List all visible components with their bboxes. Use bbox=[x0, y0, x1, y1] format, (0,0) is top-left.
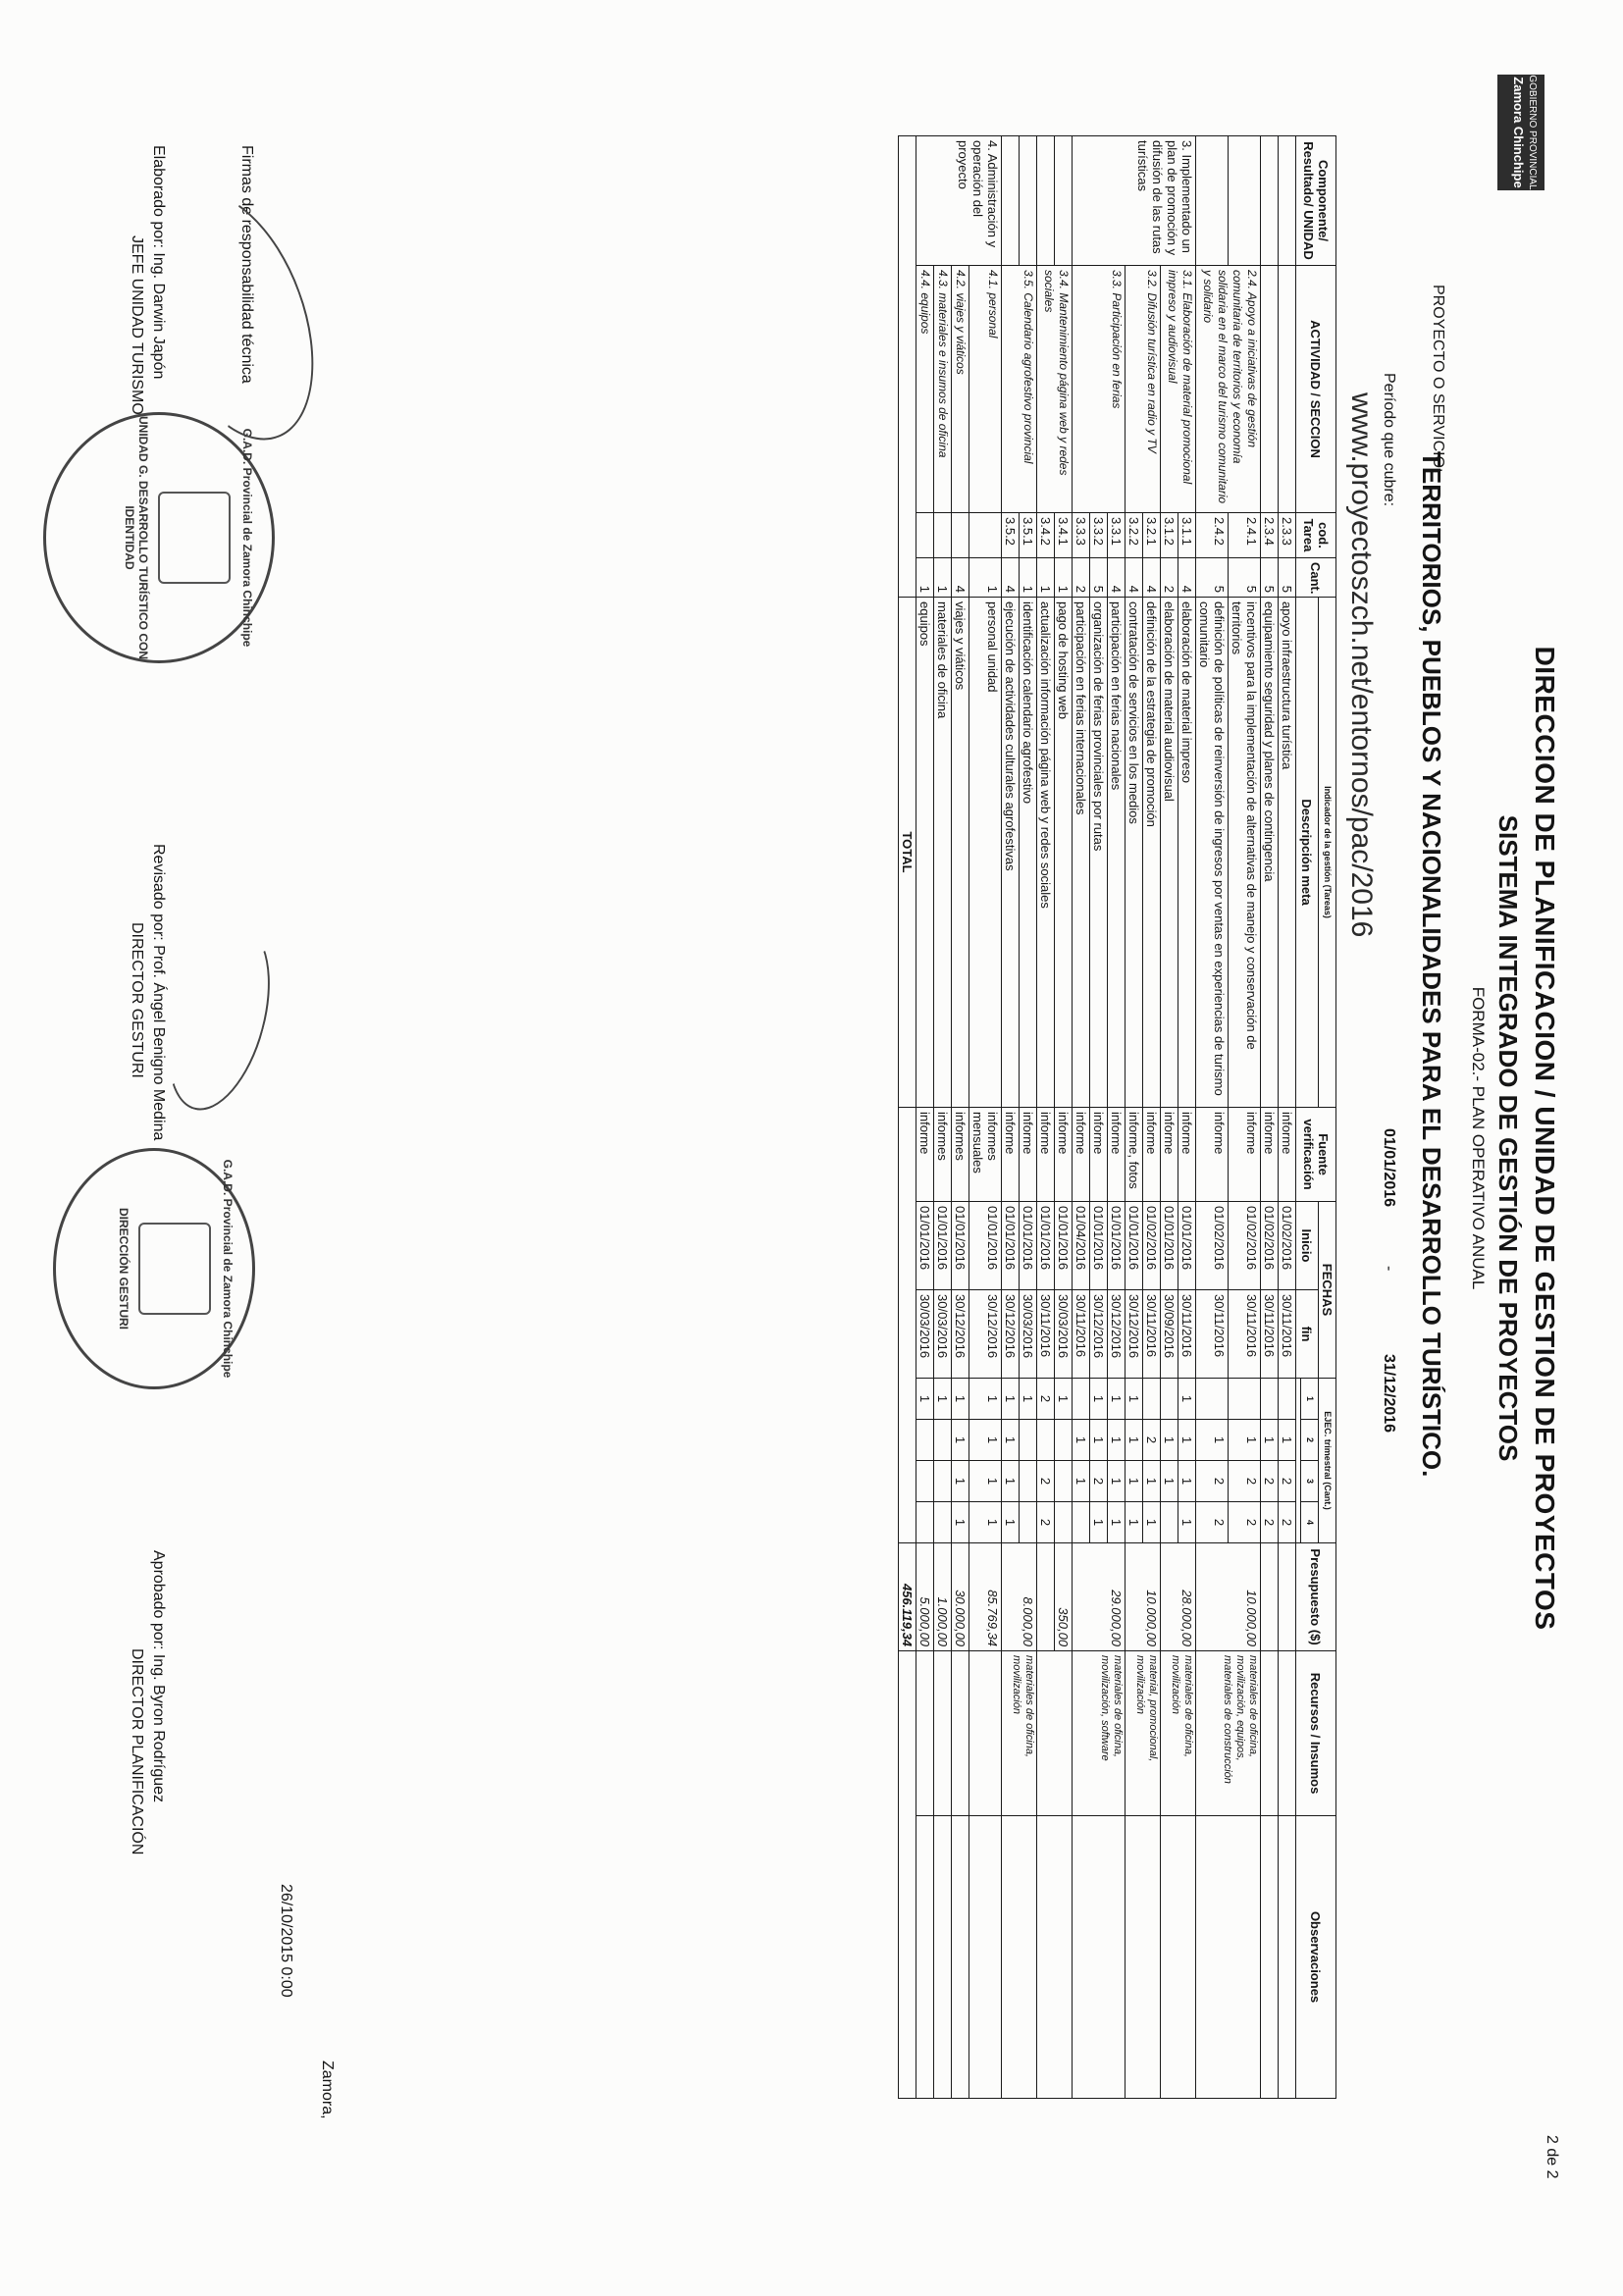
cell-fuente: informe, fotos bbox=[1126, 1108, 1143, 1202]
total-row bbox=[899, 136, 916, 2099]
cell-recursos: materiales de oficina, movilización bbox=[1002, 1651, 1037, 1816]
cell-actividad: 3.2. Difusión turística en radio y TV bbox=[1126, 266, 1161, 513]
cell-presupuesto: 10.000,00 bbox=[1196, 1543, 1261, 1651]
cell-q2 bbox=[1037, 1420, 1055, 1461]
header-form-name: FORMA-02.- PLAN OPERATIVO ANUAL bbox=[1469, 986, 1488, 1290]
stamp-emblem-icon bbox=[138, 1223, 211, 1315]
cell-desc: ejecución de actividades culturales agrofestivas bbox=[1002, 598, 1020, 1108]
rotated-sheet bbox=[39, 39, 1570, 2237]
col-header-q4: 4 bbox=[1301, 1502, 1319, 1543]
cell-cod: 3.4.2 bbox=[1037, 513, 1055, 558]
cell-q4 bbox=[1055, 1502, 1073, 1543]
cell-presupuesto: 1.000,00 bbox=[934, 1543, 952, 1651]
cell-q1: 1 bbox=[1126, 1379, 1143, 1420]
cell-recursos: materiales de oficina, movilización bbox=[1161, 1651, 1196, 1816]
cell-q3: 2 bbox=[1229, 1461, 1261, 1502]
cell-fin: 30/11/2016 bbox=[1196, 1290, 1229, 1379]
cell-q4: 2 bbox=[1196, 1502, 1229, 1543]
cell-cant: 1 bbox=[1055, 558, 1073, 598]
cell-desc: equipos bbox=[916, 598, 934, 1108]
cell-inicio: 01/01/2016 bbox=[916, 1202, 934, 1290]
cell-cod: 3.5.1 bbox=[1020, 513, 1037, 558]
cell-desc: viajes y viáticos bbox=[952, 598, 969, 1108]
cell-actividad: 4.4. equipos bbox=[916, 266, 934, 513]
cell-q3: 1 bbox=[952, 1461, 969, 1502]
col-header-fin: fin bbox=[1296, 1290, 1319, 1379]
cell-fin: 30/03/2016 bbox=[934, 1290, 952, 1379]
cell-fin: 30/12/2016 bbox=[1108, 1290, 1126, 1379]
cell-cod: 3.2.2 bbox=[1126, 513, 1143, 558]
cell-q1 bbox=[1196, 1379, 1229, 1420]
cell-cant: 4 bbox=[1178, 558, 1196, 598]
cell-q4: 2 bbox=[1037, 1502, 1055, 1543]
cell-cant: 2 bbox=[1073, 558, 1090, 598]
cell-fin: 30/03/2016 bbox=[1020, 1290, 1037, 1379]
cell-actividad: 4.1. personal bbox=[969, 266, 1002, 513]
logo-text-top: GOBIERNO PROVINCIAL bbox=[1527, 75, 1538, 190]
cell-cod: 3.3.3 bbox=[1073, 513, 1090, 558]
cell-fin: 30/03/2016 bbox=[1055, 1290, 1073, 1379]
cell-cod: 3.3.2 bbox=[1090, 513, 1108, 558]
cell-cant: 5 bbox=[1229, 558, 1261, 598]
cell-fin: 30/12/2016 bbox=[952, 1290, 969, 1379]
project-label: PROYECTO O SERVICIO: bbox=[1430, 285, 1446, 473]
stamp-unidad-desarrollo bbox=[43, 412, 275, 663]
cell-q3 bbox=[1055, 1461, 1073, 1502]
cell-q2: 1 bbox=[1090, 1420, 1108, 1461]
cell-cod: 3.3.1 bbox=[1108, 513, 1126, 558]
cell-q4: 2 bbox=[1229, 1502, 1261, 1543]
cell-inicio: 01/01/2016 bbox=[1055, 1202, 1073, 1290]
table-row bbox=[952, 136, 969, 2099]
cell-recursos: materiales de oficina, movilización, equipos, materiales de construcción bbox=[1196, 1651, 1261, 1816]
cell-componente: 3. Implementado un plan de promoción y difusión de las rutas turísticas bbox=[1073, 136, 1196, 266]
cell-cant: 5 bbox=[1090, 558, 1108, 598]
cell-cant: 4 bbox=[952, 558, 969, 598]
col-header-ejec: EJEC. trimestral (Cant.) bbox=[1319, 1379, 1336, 1543]
cell-cant: 4 bbox=[1002, 558, 1020, 598]
col-header-observaciones: Observaciones bbox=[1296, 1816, 1336, 2099]
cell-q2: 1 bbox=[1261, 1420, 1279, 1461]
cell-q3 bbox=[934, 1461, 952, 1502]
col-header-recursos: Recursos / Insumos bbox=[1296, 1651, 1336, 1816]
cell-q2: 1 bbox=[1126, 1420, 1143, 1461]
cell-cant: 4 bbox=[1143, 558, 1161, 598]
cell-inicio: 01/02/2016 bbox=[1143, 1202, 1161, 1290]
cell-q3: 1 bbox=[1161, 1461, 1178, 1502]
cell-q1: 1 bbox=[969, 1379, 1002, 1420]
cell-inicio: 01/02/2016 bbox=[1279, 1202, 1296, 1290]
stamp-text: G.A.D. Provincial de Zamora Chinchipe bbox=[240, 428, 254, 648]
col-header-cod: cod. Tarea bbox=[1296, 513, 1336, 558]
stamp-direccion-gesturi bbox=[53, 1148, 255, 1389]
table-row bbox=[969, 136, 1002, 2099]
cell-fuente: informe bbox=[1090, 1108, 1108, 1202]
cell-q1: 1 bbox=[1090, 1379, 1108, 1420]
cell-desc: materiales de oficina bbox=[934, 598, 952, 1108]
table-row bbox=[1229, 136, 1261, 2099]
cell-q1 bbox=[1279, 1379, 1296, 1420]
cell-q2: 1 bbox=[1178, 1420, 1196, 1461]
cell-q3: 1 bbox=[969, 1461, 1002, 1502]
cell-q1 bbox=[1161, 1379, 1178, 1420]
cell-actividad: 3.4. Mantenimiento página web y redes sociales bbox=[1037, 266, 1073, 513]
table-row bbox=[1143, 136, 1161, 2099]
cell-inicio: 01/01/2016 bbox=[1161, 1202, 1178, 1290]
cell-desc: identificación calendario agrofestivo bbox=[1020, 598, 1037, 1108]
cell-inicio: 01/01/2016 bbox=[952, 1202, 969, 1290]
cell-recursos: material, promocional, movilización bbox=[1126, 1651, 1161, 1816]
col-header-actividad: ACTIVIDAD / SECCION bbox=[1296, 266, 1336, 513]
cell-fin: 30/11/2016 bbox=[1178, 1290, 1196, 1379]
cell-q4: 1 bbox=[952, 1502, 969, 1543]
elaborado-line2: JEFE UNIDAD TURISMO bbox=[129, 235, 145, 415]
cell-desc: elaboración de material impreso bbox=[1178, 598, 1196, 1108]
cell-q4: 1 bbox=[1090, 1502, 1108, 1543]
table-row bbox=[1279, 136, 1296, 2099]
cell-fin: 30/12/2016 bbox=[1126, 1290, 1143, 1379]
table-row bbox=[1178, 136, 1196, 2099]
cell-inicio: 01/02/2016 bbox=[1229, 1202, 1261, 1290]
elaborado-line1: Elaborado por: Ing. Darwin Japón bbox=[150, 145, 167, 380]
cell-q2: 1 bbox=[969, 1420, 1002, 1461]
col-header-inicio: Inicio bbox=[1296, 1202, 1319, 1290]
cell-desc: pago de hosting web bbox=[1055, 598, 1073, 1108]
cell-inicio: 01/04/2016 bbox=[1073, 1202, 1090, 1290]
cell-q2: 1 bbox=[1196, 1420, 1229, 1461]
cell-fin: 30/11/2016 bbox=[1037, 1290, 1055, 1379]
cell-recursos: materiales de oficina, movilización, software bbox=[1073, 1651, 1126, 1816]
cell-q1: 1 bbox=[1020, 1379, 1037, 1420]
project-name: TERRITORIOS, PUEBLOS Y NACIONALIDADES PARA EL DESARROLLO TURÍSTICO. bbox=[1417, 451, 1446, 1478]
cell-q4 bbox=[916, 1502, 934, 1543]
cell-desc: definición de la estrategia de promoción bbox=[1143, 598, 1161, 1108]
cell-q2: 1 bbox=[1161, 1420, 1178, 1461]
cell-q1: 1 bbox=[1002, 1379, 1020, 1420]
cell-q1: 1 bbox=[1178, 1379, 1196, 1420]
cell-q4: 1 bbox=[969, 1502, 1002, 1543]
place-label: Zamora, bbox=[319, 2061, 336, 2119]
period-end: 31/12/2016 bbox=[1381, 1354, 1397, 1434]
cell-cod: 2.3.4 bbox=[1261, 513, 1279, 558]
cell-q2: 1 bbox=[1002, 1420, 1020, 1461]
cell-fin: 30/11/2016 bbox=[1279, 1290, 1296, 1379]
total-value: 456.119,34 bbox=[899, 1543, 916, 1651]
cell-q2 bbox=[916, 1420, 934, 1461]
header-title-system: SISTEMA INTEGRADO DE GESTIÓN DE PROYECTOS bbox=[1493, 814, 1523, 1462]
cell-q3: 2 bbox=[1037, 1461, 1055, 1502]
table-row bbox=[1055, 136, 1073, 2099]
cell-cant: 5 bbox=[1279, 558, 1296, 598]
cell-q3: 2 bbox=[1196, 1461, 1229, 1502]
cell-fin: 30/12/2016 bbox=[1090, 1290, 1108, 1379]
cell-desc: apoyo infraestructura turística bbox=[1279, 598, 1296, 1108]
cell-actividad: 2.4. Apoyo a iniciativas de gestión comunitaria de territorios y economía solidaria en el marco del turismo comunitario y solidario bbox=[1196, 266, 1261, 513]
cell-q1 bbox=[1073, 1379, 1090, 1420]
cell-cod: 3.1.1 bbox=[1178, 513, 1196, 558]
cell-q1 bbox=[1229, 1379, 1261, 1420]
logo-text-main: Zamora Chinchipe bbox=[1511, 77, 1526, 188]
cell-actividad: 3.3. Participación en ferias bbox=[1073, 266, 1126, 513]
cell-q3: 1 bbox=[1178, 1461, 1196, 1502]
signature-revisado bbox=[149, 913, 288, 1122]
cell-q4: 1 bbox=[1143, 1502, 1161, 1543]
cell-cod: 3.4.1 bbox=[1055, 513, 1073, 558]
cell-actividad: 4.3. materiales e insumos de oficina bbox=[934, 266, 952, 513]
cell-fin: 30/11/2016 bbox=[1229, 1290, 1261, 1379]
header-title-main: DIRECCION DE PLANIFICACION / UNIDAD DE GESTION DE PROYECTOS bbox=[1530, 646, 1560, 1631]
cell-cod bbox=[916, 513, 934, 558]
cell-fuente: informe bbox=[916, 1108, 934, 1202]
cell-fin: 30/12/2016 bbox=[1002, 1290, 1020, 1379]
cell-q2 bbox=[934, 1420, 952, 1461]
cell-presupuesto: 29.000,00 bbox=[1073, 1543, 1126, 1651]
cell-cant: 2 bbox=[1161, 558, 1178, 598]
cell-presupuesto: 5.000,00 bbox=[916, 1543, 934, 1651]
cell-inicio: 01/01/2016 bbox=[1002, 1202, 1020, 1290]
cell-fuente: informe bbox=[1261, 1108, 1279, 1202]
table-row bbox=[1108, 136, 1126, 2099]
cell-inicio: 01/01/2016 bbox=[1126, 1202, 1143, 1290]
document-url: www.proyectoszch.net/entornos/pac/2016 bbox=[1345, 392, 1378, 938]
cell-q1: 1 bbox=[1108, 1379, 1126, 1420]
cell-inicio: 01/01/2016 bbox=[934, 1202, 952, 1290]
cell-q3: 1 bbox=[1002, 1461, 1020, 1502]
cell-q1: 1 bbox=[916, 1379, 934, 1420]
cell-desc: participación en ferias internacionales bbox=[1073, 598, 1090, 1108]
cell-cant: 1 bbox=[969, 558, 1002, 598]
cell-cod bbox=[952, 513, 969, 558]
col-header-fuente: Fuente verificación bbox=[1296, 1108, 1336, 1202]
cell-cant: 1 bbox=[916, 558, 934, 598]
cell-cod: 3.5.2 bbox=[1002, 513, 1020, 558]
cell-inicio: 01/01/2016 bbox=[1020, 1202, 1037, 1290]
cell-q4: 1 bbox=[1178, 1502, 1196, 1543]
cell-actividad: 3.1. Elaboración de material promocional impreso y audiovisual bbox=[1161, 266, 1196, 513]
cell-q2: 1 bbox=[1229, 1420, 1261, 1461]
cell-q1: 1 bbox=[952, 1379, 969, 1420]
cell-presupuesto: 350,00 bbox=[1055, 1543, 1073, 1651]
cell-q1: 1 bbox=[934, 1379, 952, 1420]
page-number: 2 de 2 bbox=[1544, 2135, 1560, 2179]
cell-desc: elaboración de material audiovisual bbox=[1161, 598, 1178, 1108]
cell-fin: 30/09/2016 bbox=[1161, 1290, 1178, 1379]
col-header-presupuesto: Presupuesto ($) bbox=[1296, 1543, 1336, 1651]
cell-inicio: 01/01/2016 bbox=[1037, 1202, 1055, 1290]
cell-desc: participación en ferias nacionales bbox=[1108, 598, 1126, 1108]
aprobado-line1: Aprobado por: Ing. Byron Rodríguez bbox=[150, 1550, 167, 1803]
cell-q1: 2 bbox=[1037, 1379, 1055, 1420]
cell-presupuesto: 28.000,00 bbox=[1161, 1543, 1196, 1651]
cell-fuente: informe bbox=[1196, 1108, 1229, 1202]
cell-q4 bbox=[934, 1502, 952, 1543]
cell-q3 bbox=[1020, 1461, 1037, 1502]
total-label: TOTAL bbox=[899, 598, 916, 1108]
cell-fuente: informes bbox=[952, 1108, 969, 1202]
cell-presupuesto: 10.000,00 bbox=[1126, 1543, 1161, 1651]
col-header-q2: 2 bbox=[1301, 1420, 1319, 1461]
date-label: 26/10/2015 0:00 bbox=[278, 1884, 294, 1998]
cell-q2: 2 bbox=[1143, 1420, 1161, 1461]
stamp-text: UNIDAD G. DESARROLLO TURÍSTICO CON IDENTIDAD bbox=[123, 416, 150, 659]
cell-q4: 1 bbox=[1002, 1502, 1020, 1543]
cell-fuente: informe bbox=[1020, 1108, 1037, 1202]
period-dash: - bbox=[1381, 1266, 1397, 1272]
cell-cod: 3.1.2 bbox=[1161, 513, 1178, 558]
cell-fuente: informes mensuales bbox=[969, 1108, 1002, 1202]
cell-q3: 1 bbox=[1126, 1461, 1143, 1502]
cell-fuente: informe bbox=[1073, 1108, 1090, 1202]
cell-q3: 1 bbox=[1108, 1461, 1126, 1502]
cell-cod: 3.2.1 bbox=[1143, 513, 1161, 558]
cell-q4 bbox=[1020, 1502, 1037, 1543]
col-header-cant: Cant. bbox=[1296, 558, 1336, 598]
cell-desc: equipamiento seguridad y planes de contingencia bbox=[1261, 598, 1279, 1108]
cell-q3: 1 bbox=[1143, 1461, 1161, 1502]
cell-q2 bbox=[1020, 1420, 1037, 1461]
cell-presupuesto: 85.769,34 bbox=[969, 1543, 1002, 1651]
cell-fuente: informe bbox=[1279, 1108, 1296, 1202]
cell-fuente: informe bbox=[1143, 1108, 1161, 1202]
table-row bbox=[1261, 136, 1279, 2099]
col-header-indicador: Indicador de la gestión (Tareas) bbox=[1319, 598, 1336, 1108]
table-row bbox=[934, 136, 952, 2099]
cell-inicio: 01/01/2016 bbox=[969, 1202, 1002, 1290]
cell-fuente: informe bbox=[1002, 1108, 1020, 1202]
cell-q1 bbox=[1143, 1379, 1161, 1420]
cell-fin: 30/11/2016 bbox=[1073, 1290, 1090, 1379]
stamp-text: DIRECCIÓN GESTURI bbox=[117, 1207, 131, 1330]
cell-desc: definición de políticas de reinversión de ingresos por ventas en experiencias de turismo comunitario bbox=[1196, 598, 1229, 1108]
cell-cant: 1 bbox=[934, 558, 952, 598]
cell-inicio: 01/02/2016 bbox=[1196, 1202, 1229, 1290]
cell-q4: 2 bbox=[1261, 1502, 1279, 1543]
cell-fin: 30/11/2016 bbox=[1143, 1290, 1161, 1379]
cell-fuente: informe bbox=[1037, 1108, 1055, 1202]
cell-fin: 30/03/2016 bbox=[916, 1290, 934, 1379]
revisado-line1: Revisado por: Prof. Ángel Benigno Medina bbox=[150, 844, 167, 1141]
col-header-q3: 3 bbox=[1301, 1461, 1319, 1502]
col-header-descripcion: Descripción meta bbox=[1296, 598, 1319, 1108]
cell-q3: 2 bbox=[1261, 1461, 1279, 1502]
cell-presupuesto: 8.000,00 bbox=[1002, 1543, 1037, 1651]
cell-q3 bbox=[916, 1461, 934, 1502]
cell-cant: 5 bbox=[1196, 558, 1229, 598]
period-start: 01/01/2016 bbox=[1381, 1128, 1397, 1208]
cell-fuente: informe bbox=[1161, 1108, 1178, 1202]
cell-q3: 2 bbox=[1279, 1461, 1296, 1502]
cell-desc: actualización información página web y redes sociales bbox=[1037, 598, 1055, 1108]
stamp-text: G.A.D. Provincial de Zamora Chinchipe bbox=[221, 1159, 235, 1379]
cell-componente: 4. Administración y operación del proyecto bbox=[916, 136, 1002, 266]
revisado-line2: DIRECTOR GESTURI bbox=[129, 922, 145, 1078]
cell-q4: 2 bbox=[1279, 1502, 1296, 1543]
plan-table bbox=[898, 135, 1336, 2099]
cell-q1 bbox=[1261, 1379, 1279, 1420]
cell-cant: 4 bbox=[1126, 558, 1143, 598]
cell-fuente: informe bbox=[1108, 1108, 1126, 1202]
table-row bbox=[916, 136, 934, 2099]
cell-q1: 1 bbox=[1055, 1379, 1073, 1420]
cell-actividad: 3.5. Calendario agrofestivo provincial bbox=[1002, 266, 1037, 513]
aprobado-line2: DIRECTOR PLANIFICACIÓN bbox=[129, 1648, 145, 1855]
cell-fuente: informe bbox=[1178, 1108, 1196, 1202]
cell-cod bbox=[934, 513, 952, 558]
cell-inicio: 01/01/2016 bbox=[1108, 1202, 1126, 1290]
cell-inicio: 01/01/2016 bbox=[1178, 1202, 1196, 1290]
cell-desc: personal unidad bbox=[969, 598, 1002, 1108]
cell-fin: 30/11/2016 bbox=[1261, 1290, 1279, 1379]
table-row bbox=[1020, 136, 1037, 2099]
firmas-label: Firmas de responsabilidad técnica bbox=[238, 145, 255, 384]
cell-q2: 1 bbox=[1279, 1420, 1296, 1461]
cell-cant: 4 bbox=[1108, 558, 1126, 598]
col-header-q1: 1 bbox=[1301, 1379, 1319, 1420]
cell-cod: 2.3.3 bbox=[1279, 513, 1296, 558]
cell-fuente: informes bbox=[934, 1108, 952, 1202]
cell-q4 bbox=[1161, 1502, 1178, 1543]
col-header-spacer bbox=[1296, 1379, 1301, 1543]
cell-cod bbox=[969, 513, 1002, 558]
cell-q4 bbox=[1073, 1502, 1090, 1543]
cell-inicio: 01/01/2016 bbox=[1090, 1202, 1108, 1290]
col-header-componente: Componente/ Resultado/ UNIDAD bbox=[1296, 136, 1336, 266]
cell-desc: organización de ferias provinciales por rutas bbox=[1090, 598, 1108, 1108]
cell-cod: 2.4.1 bbox=[1229, 513, 1261, 558]
cell-q2 bbox=[1055, 1420, 1073, 1461]
cell-cant: 5 bbox=[1261, 558, 1279, 598]
period-label: Período que cubre: bbox=[1381, 373, 1397, 507]
cell-fuente: informe bbox=[1229, 1108, 1261, 1202]
cell-inicio: 01/02/2016 bbox=[1261, 1202, 1279, 1290]
cell-q4: 1 bbox=[1126, 1502, 1143, 1543]
cell-cod: 2.4.2 bbox=[1196, 513, 1229, 558]
cell-actividad: 4.2. viajes y viáticos bbox=[952, 266, 969, 513]
cell-cant: 1 bbox=[1037, 558, 1055, 598]
cell-q4: 1 bbox=[1108, 1502, 1126, 1543]
cell-fin: 30/12/2016 bbox=[969, 1290, 1002, 1379]
cell-q3: 1 bbox=[1073, 1461, 1090, 1502]
cell-q2: 1 bbox=[1073, 1420, 1090, 1461]
cell-q2: 1 bbox=[952, 1420, 969, 1461]
cell-desc: incentivos para la implementación de alternativas de manejo y conservación de territorios bbox=[1229, 598, 1261, 1108]
stamp-emblem-icon bbox=[158, 492, 231, 584]
cell-q3: 2 bbox=[1090, 1461, 1108, 1502]
cell-cant: 1 bbox=[1020, 558, 1037, 598]
cell-q2: 1 bbox=[1108, 1420, 1126, 1461]
cell-desc: contratación de servicios en los medios bbox=[1126, 598, 1143, 1108]
col-header-fechas: FECHAS bbox=[1319, 1202, 1336, 1379]
cell-fuente: informe bbox=[1055, 1108, 1073, 1202]
cell-presupuesto: 30.000,00 bbox=[952, 1543, 969, 1651]
